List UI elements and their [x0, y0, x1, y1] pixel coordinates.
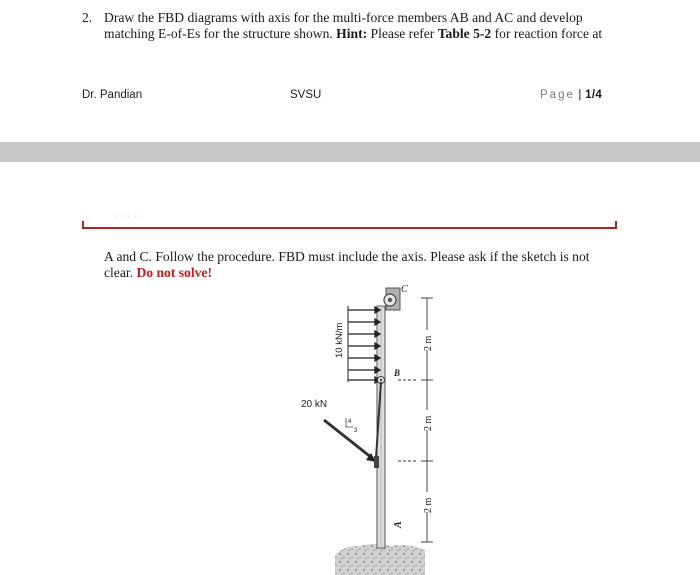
- table-ref: Table 5-2: [437, 26, 492, 41]
- continuation-line-2: [104, 265, 212, 281]
- dim-label-bottom: 2 m: [423, 497, 434, 513]
- label-c: C: [401, 284, 408, 295]
- header-rule: [82, 227, 617, 229]
- slope-run: 3: [354, 428, 358, 434]
- header-rule-right-tick: [615, 221, 617, 229]
- faint-header-remnant: · · · · ·: [115, 213, 144, 220]
- question-line-1: Draw the FBD diagrams with axis for the multi-force members AB and AC and develop: [104, 10, 583, 25]
- page-word: Page: [540, 89, 575, 101]
- load-bracket: [374, 456, 379, 468]
- continuation-line-1: A and C. Follow the procedure. FBD must include the axis. Please ask if the sketch is not: [104, 249, 590, 264]
- header-author: Dr. Pandian: [82, 89, 143, 101]
- question-line-2: [104, 26, 694, 42]
- label-a: A: [393, 521, 404, 528]
- header-institution: SVSU: [290, 89, 322, 101]
- distributed-load-arrows: [348, 306, 380, 383]
- do-not-solve-warning: Do not solve!: [136, 265, 212, 280]
- page-number: 1/4: [585, 89, 603, 101]
- label-b: B: [394, 368, 401, 378]
- distributed-load-label: 10 kN/m: [334, 322, 345, 358]
- hint-label: Hint:: [336, 26, 368, 41]
- pin-c-support: [384, 288, 400, 310]
- continuation-line-2-start: clear.: [104, 265, 137, 280]
- question-line-2-mid: Please refer: [367, 26, 438, 41]
- question-line-2-end: for reaction force at: [491, 26, 603, 41]
- dim-label-top: 2 m: [423, 335, 434, 351]
- question-line-2-start: matching E-of-Es for the structure shown.: [104, 26, 337, 41]
- structure-figure: [290, 280, 450, 575]
- point-load-label: 20 kN: [301, 399, 328, 410]
- page-separator: |: [574, 89, 586, 101]
- header-page: [540, 89, 602, 101]
- dim-label-middle: 2 m: [423, 415, 434, 431]
- point-load-arrow: [324, 420, 376, 462]
- slope-rise: 4: [348, 419, 352, 425]
- question-number: 2.: [82, 10, 93, 25]
- ground-gravel: [335, 544, 425, 575]
- page-break-band: [0, 142, 700, 162]
